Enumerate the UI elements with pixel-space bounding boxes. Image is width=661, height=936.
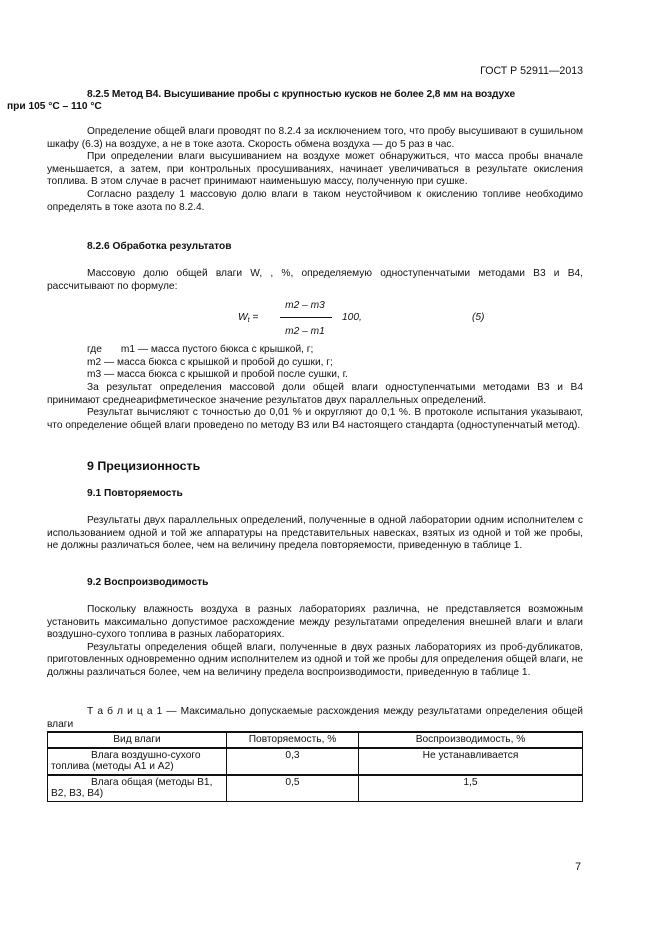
paragraph: Массовую долю общей влаги W, , %, определяемую одноступенчатыми методами В3 и В4, рассчитывают по формуле: — [47, 268, 583, 292]
variable-definitions — [87, 344, 583, 382]
table-cell: Влага общая (методы В1, В2, В3, В4) — [48, 775, 227, 802]
formula-lhs: $W_t$ = — [238, 312, 259, 324]
section-8-2-6-heading: 8.2.6 Обработка результатов — [87, 241, 232, 252]
section-9-2-body — [47, 604, 583, 680]
section-9-1-heading: 9.1 Повторяемость — [87, 488, 183, 499]
paragraph: Определение общей влаги проводят по 8.2.4 за исключением того, что пробу высушивают в сушильном шкафу (6.3) на воздухе, а не в токе азота. Скорость обмена воздуха — до 5 раз в час. — [47, 126, 583, 150]
fraction-bar — [280, 317, 332, 318]
definition-m2: m2 — масса бюкса с крышкой и пробой до сушки, г; — [87, 356, 333, 368]
page-number: 7 — [575, 861, 581, 873]
formula-numerator: m2 – m3 — [285, 300, 325, 311]
paragraph: Результаты двух параллельных определений, полученные в одной лаборатории одним исполнителем с использованием одной и той же аппаратуры на представительных навесках, взятых из одной и той же пробы, не должны различаться более, чем на величину предела повторяемости, приведенную в таблице 1. — [47, 515, 583, 552]
section-8-2-5-body — [47, 126, 583, 214]
section-9-heading: 9 Прецизионность — [87, 459, 201, 473]
table-row — [48, 748, 583, 775]
section-8-2-5-heading: 8.2.5 Метод В4. Высушивание пробы с крупностью кусков не более 2,8 мм на воздухе — [87, 89, 516, 100]
paragraph: Поскольку влажность воздуха в разных лабораториях различна, не представляется возможным установить максимально допустимое расхождение между результатами определения внешней влаги и влаги воздушно-сухого топлива в разных лабораториях. — [47, 604, 583, 641]
table-1 — [47, 731, 583, 802]
table-cell: 0,5 — [227, 775, 359, 802]
paragraph: За результат определения массовой доли общей влаги одноступенчатыми методами В3 и В4 принимают среднеарифметическое значение результатов двух параллельных определений. — [47, 382, 583, 406]
table-1-caption: Т а б л и ц а 1 — Максимально допускаемые расхождения между результатами определения общей влаги — [47, 706, 583, 730]
paragraph: При определении влаги высушиванием на воздухе может обнаружиться, что масса пробы вначале уменьшается, а затем, при контрольных просушиваниях, начинает увеличиваться в результате окисления топлива. В этом случае в расчет принимают наименьшую массу, полученную при сушке. — [47, 151, 583, 188]
equation-number: (5) — [472, 312, 485, 323]
table-cell: Не устанавливается — [359, 748, 583, 775]
column-header-reproducibility: Воспроизводимость, % — [359, 732, 583, 748]
table-cell: 0,3 — [227, 748, 359, 775]
section-9-2-heading: 9.2 Воспроизводимость — [87, 577, 209, 588]
definition-m3: m3 — масса бюкса с крышкой и пробой после сушки, г. — [87, 369, 348, 381]
definition-m1: где m1 — масса пустого бюкса с крышкой, г; — [87, 344, 314, 355]
table-cell: Влага воздушно-сухого топлива (методы А1 и А2) — [48, 748, 227, 775]
column-header-moisture-type: Вид влаги — [48, 732, 227, 748]
formula-denominator: m2 – m1 — [285, 326, 325, 337]
paragraph: Результаты определения общей влаги, полученные в двух разных лабораториях из проб-дубликатов, приготовленных одновременно одним исполнителем из одной и той же пробы для определения общей влаги, не должны различаться более, чем на величину предела воспроизводимости, приведенную в таблице 1. — [47, 641, 583, 678]
section-9-1-body — [47, 515, 583, 553]
column-header-repeatability: Повторяемость, % — [227, 732, 359, 748]
table-row — [48, 775, 583, 802]
formula-multiplier: 100, — [342, 312, 362, 323]
table-cell: 1,5 — [359, 775, 583, 802]
table-header-row — [48, 732, 583, 748]
section-8-2-6-intro — [47, 268, 583, 293]
paragraph: Результат вычисляют с точностью до 0,01 % и округляют до 0,1 %. В протоколе испытания указывают, что определение общей влаги проведено по методу В3 или В4 настоящего стандарта (одноступенчатый метод). — [47, 407, 583, 431]
document-code: ГОСТ Р 52911—2013 — [480, 65, 583, 77]
formula-5 — [238, 298, 558, 340]
paragraph: Согласно разделу 1 массовую долю влаги в таком неустойчивом к окислению топливе необходимо определять в токе азота по 8.2.4. — [47, 188, 583, 213]
section-8-2-6-body — [47, 382, 583, 432]
section-8-2-5-heading-cont: при 105 °С – 110 °С — [7, 101, 102, 112]
